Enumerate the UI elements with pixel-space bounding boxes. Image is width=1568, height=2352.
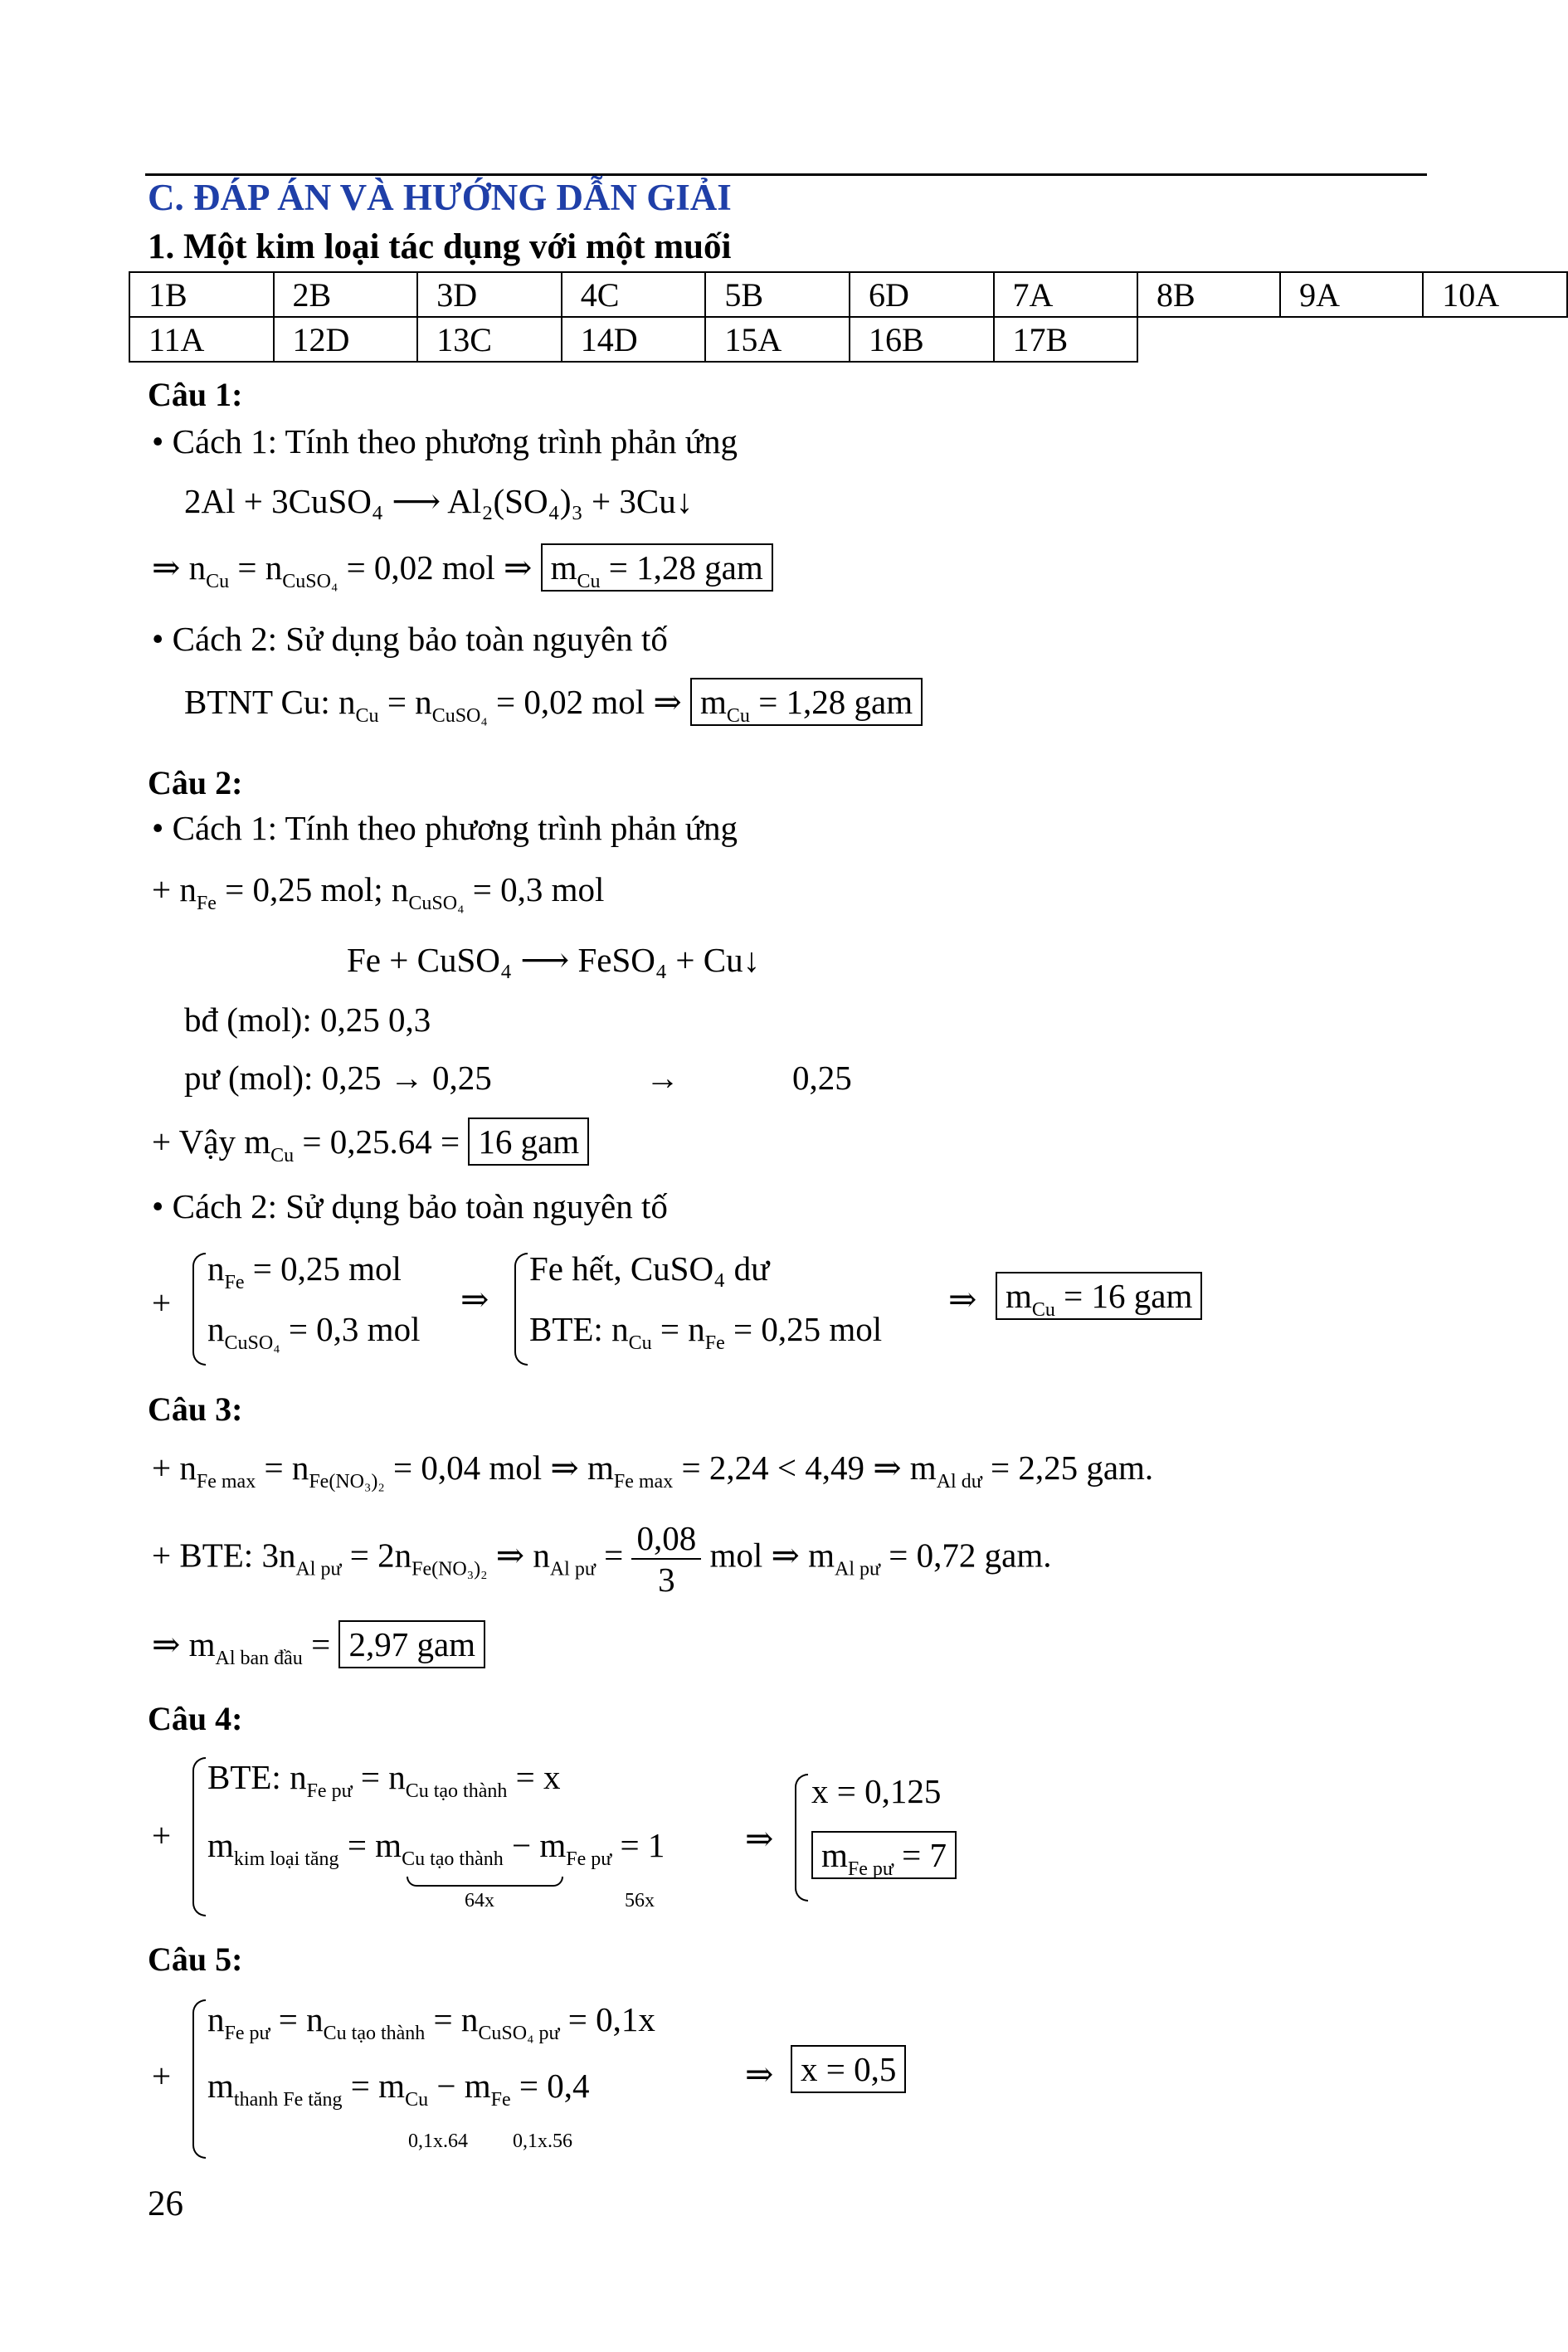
q1-result1: ⇒ $n_{Cu} = n_{CuSO_4} = 0,02$ mol ⇒ $m_{Cu} = 1,28$ gam xyxy=(152,548,773,587)
q5-title: Câu 5: xyxy=(148,1941,243,1978)
q2-left-brace xyxy=(192,1253,206,1366)
q2-reacted: pư (mol): 0,25 → 0,25 xyxy=(184,1059,492,1097)
answer-cell: 14D xyxy=(562,317,706,362)
answer-cell: 15A xyxy=(705,317,850,362)
q2-given: + $n_{Fe} = 0,25$ mol; $n_{CuSO_4} = 0,3$ mol xyxy=(152,870,605,914)
q4-title: Câu 4: xyxy=(148,1700,243,1737)
answer-cell: 1B xyxy=(129,272,274,317)
q1-answer-box-2: $m_{Cu} = 1,28$ gam xyxy=(690,678,923,726)
q2-method2: • Cách 2: Sử dụng bảo toàn nguyên tố xyxy=(152,1187,668,1225)
q4-underbrace xyxy=(407,1877,563,1887)
answer-row-2 xyxy=(129,317,1567,362)
answer-cell: 13C xyxy=(417,317,562,362)
q2-answer-box-1: 16 gam xyxy=(468,1118,589,1166)
q2-equation: Fe + CuSO₄ ⟶ FeSO₄ + Cu↓ xyxy=(347,941,761,979)
q2-sys-line4: BTE: $n_{Cu} = n_{Fe} = 0,25$ mol xyxy=(529,1310,883,1354)
q2-sys-line3: Fe hết, CuSO₄ dư xyxy=(529,1249,770,1288)
q4-left-brace xyxy=(192,1757,206,1916)
q2-method1: • Cách 1: Tính theo phương trình phản ứng xyxy=(152,809,738,847)
q3-line1: + $n_{Fe max} = n_{Fe(NO_3)_2} = 0,04$ mol ⇒ $m_{Fe max} = 2,24 < 4,49$ ⇒ $m_{Al dư} = 2,25$ gam. xyxy=(152,1449,1154,1493)
q4-result-2 xyxy=(811,1835,957,1880)
q2-plus: + xyxy=(152,1283,172,1322)
answer-cell: 2B xyxy=(274,272,418,317)
q4-implies: ⇒ xyxy=(745,1819,774,1858)
answer-cell: 8B xyxy=(1137,272,1280,317)
q5-answer-line xyxy=(791,2049,906,2089)
q2-answer-box-2: $m_{Cu} = 16$ gam xyxy=(996,1272,1202,1320)
q2-result: + Vậy $m_{Cu} = 0,25.64 = 16$ gam xyxy=(152,1122,589,1161)
answer-cell: 17B xyxy=(994,317,1138,362)
q2-reacted-value: 0,25 xyxy=(792,1059,852,1097)
q2-sys-line2: $n_{CuSO_4} = 0,3$ mol xyxy=(207,1310,421,1354)
q3-line2: + BTE: $3n_{Al pư} = 2n_{Fe(NO_3)_2}$ ⇒ $n_{Al pư}$ = $\frac{0,08}{3}$ mol ⇒ $m_{Al pư} = 0,72$ gam. xyxy=(152,1519,1052,1599)
q4-answer-box: $m_{Fe pư} = 7$ xyxy=(811,1831,957,1879)
subsection-title: 1. Một kim loại tác dụng với một muối xyxy=(148,227,732,266)
q2-implies: ⇒ xyxy=(460,1280,489,1318)
answer-cell-empty xyxy=(1280,317,1423,362)
q1-answer-box-1: $m_{Cu} = 1,28$ gam xyxy=(541,543,773,592)
answer-cell: 9A xyxy=(1280,272,1423,317)
q5-sys-line2: $m_{thanh Fe tăng} = m_{Cu} - m_{Fe} = 0,4$ xyxy=(207,2067,590,2111)
q4-under-label-2: 56x xyxy=(625,1890,655,1911)
q1-title: Câu 1: xyxy=(148,376,243,413)
q1-method2: • Cách 2: Sử dụng bảo toàn nguyên tố xyxy=(152,620,668,658)
q5-left-brace xyxy=(192,1999,206,2159)
q5-under-label-1: 0,1x.64 xyxy=(408,2130,468,2152)
q2-implies-2: ⇒ xyxy=(948,1280,977,1318)
q2-mid-brace xyxy=(514,1253,528,1366)
page-number: 26 xyxy=(148,2184,183,2223)
q2-title: Câu 2: xyxy=(148,764,243,801)
answer-cell: 16B xyxy=(850,317,994,362)
q2-reacted-arrow: → xyxy=(645,1059,679,1097)
q2-initial: bđ (mol): 0,25 0,3 xyxy=(184,1001,431,1039)
q4-right-brace xyxy=(795,1774,808,1902)
answer-cell-empty xyxy=(1423,317,1567,362)
q1-equation: 2Al + 3CuSO₄ ⟶ Al₂(SO₄)₃ + 3Cu↓ xyxy=(184,482,694,520)
answer-cell: 6D xyxy=(850,272,994,317)
q4-result-1: x = 0,125 xyxy=(811,1772,942,1810)
q5-plus: + xyxy=(152,2057,172,2095)
answer-cell: 12D xyxy=(274,317,418,362)
q4-sys-line1: BTE: $n_{Fe pư} = n_{Cu tạo thành} = x$ xyxy=(207,1758,561,1802)
q1-method1: • Cách 1: Tính theo phương trình phản ứng xyxy=(152,422,738,460)
q2-answer-line xyxy=(996,1276,1202,1321)
q3-answer-box: 2,97 gam xyxy=(338,1620,485,1668)
q3-title: Câu 3: xyxy=(148,1390,243,1428)
q4-under-label-1: 64x xyxy=(465,1890,494,1911)
answer-cell: 4C xyxy=(562,272,706,317)
q3-fraction: $\frac{0,08}{3}$ xyxy=(631,1518,701,1600)
section-heading: C. ĐÁP ÁN VÀ HƯỚNG DẪN GIẢI xyxy=(148,177,732,218)
answer-cell: 7A xyxy=(994,272,1138,317)
q3-line3: ⇒ $m_{Al ban đầu} = 2,97$ gam xyxy=(152,1624,485,1664)
q5-sys-line1: $n_{Fe pư} = n_{Cu tạo thành} = n_{CuSO_4 pư} = 0,1x$ xyxy=(207,2000,655,2044)
q5-under-label-2: 0,1x.56 xyxy=(513,2130,572,2152)
answer-cell-empty xyxy=(1137,317,1280,362)
q1-result2: BTNT Cu: $n_{Cu} = n_{CuSO_4} = 0,02$ mol ⇒ $m_{Cu} = 1,28$ gam xyxy=(184,682,923,722)
q5-implies: ⇒ xyxy=(745,2055,774,2093)
q5-answer-box: x = 0,5 xyxy=(791,2045,906,2093)
answer-cell: 5B xyxy=(705,272,850,317)
answer-cell: 11A xyxy=(129,317,274,362)
q4-sys-line2: $m_{kim loại tăng} = m_{Cu tạo thành} - m_{Fe pư} = 1$ xyxy=(207,1826,665,1870)
answer-row-1 xyxy=(129,272,1567,317)
answer-cell: 3D xyxy=(417,272,562,317)
q4-plus: + xyxy=(152,1816,172,1854)
answer-table xyxy=(129,271,1568,363)
answer-cell: 10A xyxy=(1423,272,1567,317)
q2-sys-line1: $n_{Fe} = 0,25$ mol xyxy=(207,1249,402,1293)
